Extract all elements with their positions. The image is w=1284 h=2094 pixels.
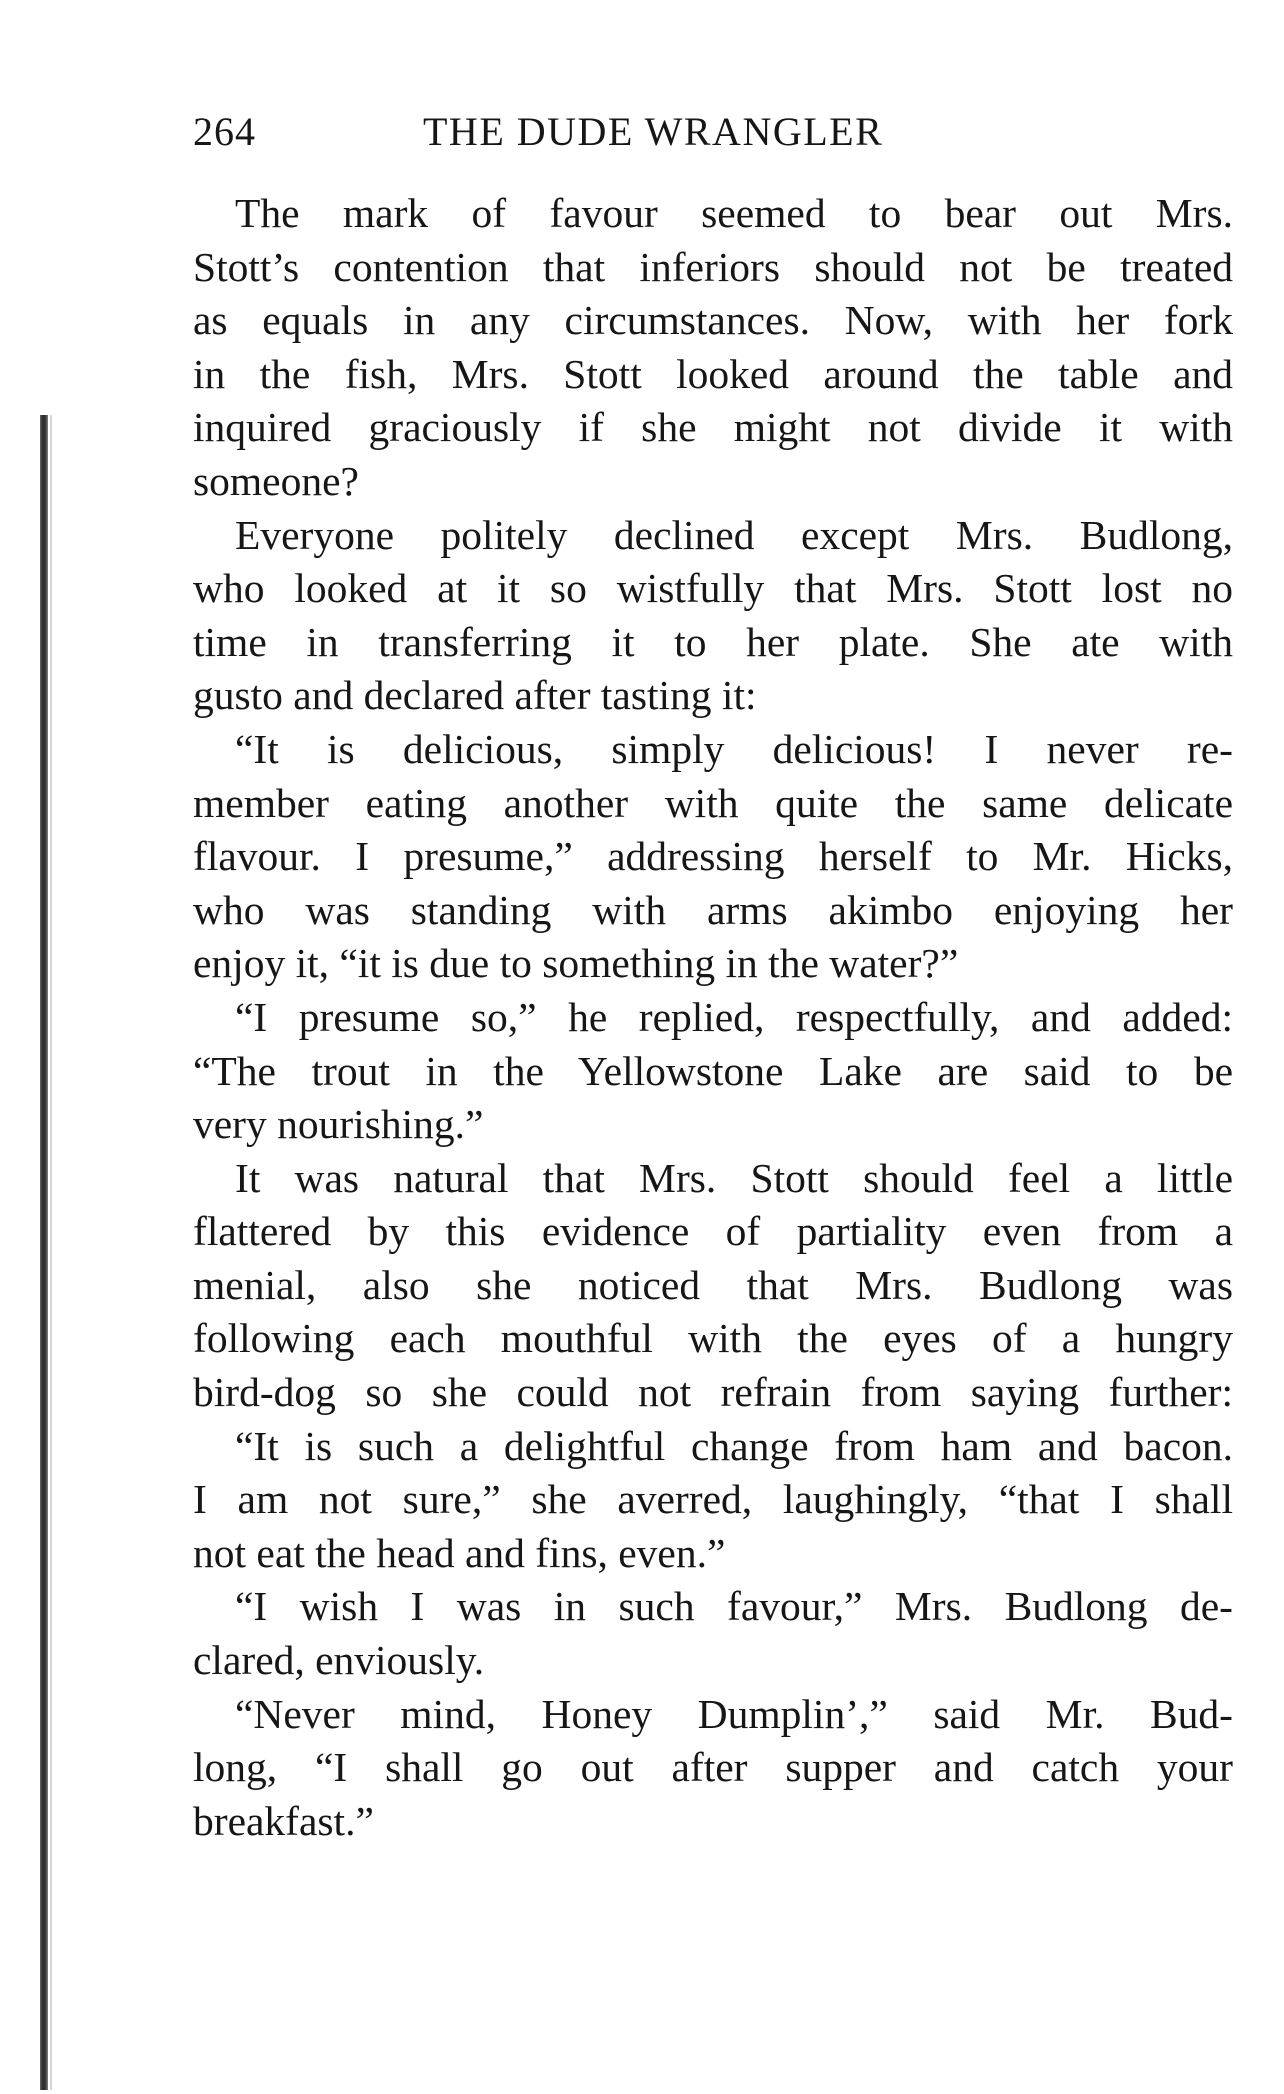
text-line: flattered by this evidence of partiality even from a — [193, 1208, 1233, 1255]
text-line: bird-dog so she could not refrain from saying further: — [193, 1369, 1233, 1416]
text-line: inquired graciously if she might not divide it with — [193, 404, 1233, 451]
text-line: as equals in any circumstances. Now, with her fork — [193, 297, 1233, 344]
text-line: breakfast.” — [193, 1797, 374, 1844]
text-line: who looked at it so wistfully that Mrs. Stott lost no — [193, 565, 1233, 612]
text-line: very nourishing.” — [193, 1101, 484, 1148]
text-line: who was standing with arms akimbo enjoying her — [193, 886, 1233, 933]
text-line: Everyone politely declined except Mrs. Budlong, — [235, 511, 1233, 558]
page-number: 264 — [193, 109, 256, 154]
text-line: The mark of favour seemed to bear out Mrs. — [235, 190, 1233, 236]
text-line: someone? — [193, 457, 359, 504]
text-line: following each mouthful with the eyes of a hungry — [193, 1315, 1233, 1362]
text-line: long, “I shall go out after supper and catch your — [193, 1744, 1233, 1791]
text-line: “I presume so,” he replied, respectfully, and added: — [235, 993, 1233, 1040]
text-line: flavour. I presume,” addressing herself to Mr. Hicks, — [193, 833, 1233, 880]
text-line: menial, also she noticed that Mrs. Budlong was — [193, 1261, 1233, 1308]
text-line: clared, enviously. — [193, 1637, 485, 1684]
text-line: “The trout in the Yellowstone Lake are said to be — [193, 1047, 1233, 1094]
text-line: “It is delicious, simply delicious! I never re- — [235, 725, 1233, 772]
body-text — [193, 187, 1233, 1848]
text-line: Stott’s contention that inferiors should not be treated — [193, 243, 1233, 290]
page-header — [193, 108, 1233, 168]
text-line: gusto and declared after tasting it: — [193, 672, 757, 719]
running-title: THE DUDE WRANGLER — [423, 109, 884, 154]
text-line: in the fish, Mrs. Stott looked around the table and — [193, 350, 1233, 397]
binding-edge-shadow — [50, 415, 52, 2090]
binding-edge — [40, 415, 48, 2090]
text-line: enjoy it, “it is due to something in the water?” — [193, 940, 959, 987]
text-line: not eat the head and fins, even.” — [193, 1529, 726, 1576]
text-line: “I wish I was in such favour,” Mrs. Budlong de- — [235, 1583, 1233, 1630]
text-line: “Never mind, Honey Dumplin’,” said Mr. Bud- — [235, 1690, 1233, 1737]
text-line: I am not sure,” she averred, laughingly, “that I shall — [193, 1476, 1233, 1523]
text-line: time in transferring it to her plate. She ate with — [193, 618, 1233, 665]
text-line: “It is such a delightful change from ham and bacon. — [235, 1422, 1233, 1469]
text-line: member eating another with quite the same delicate — [193, 779, 1233, 826]
text-line: It was natural that Mrs. Stott should feel a little — [235, 1154, 1233, 1201]
